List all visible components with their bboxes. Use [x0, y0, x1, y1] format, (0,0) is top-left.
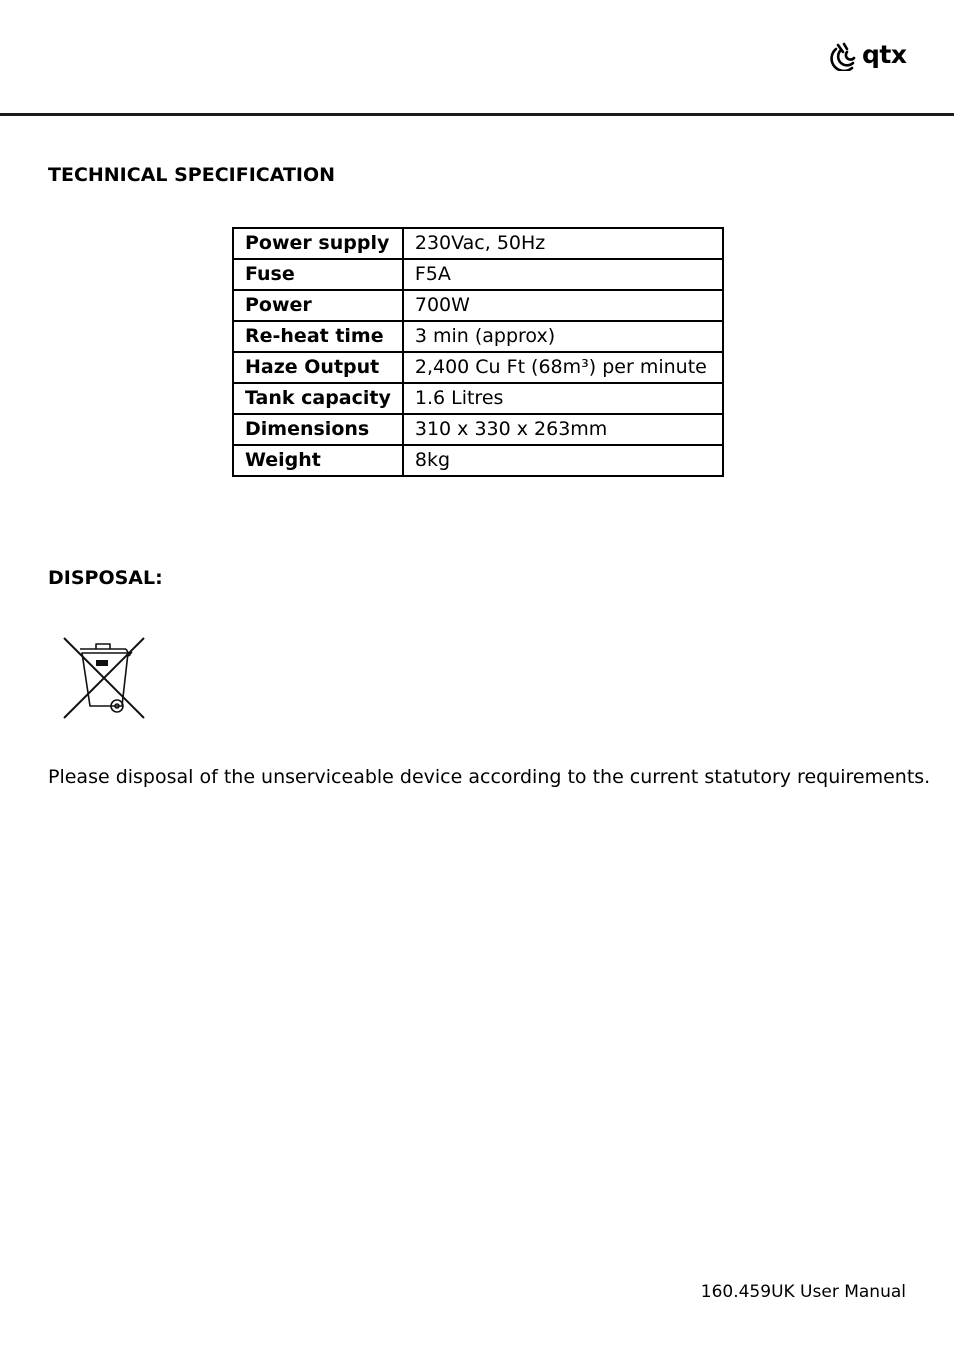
spec-label: Haze Output — [233, 352, 403, 383]
spec-value: 2,400 Cu Ft (68m³) per minute — [403, 352, 723, 383]
spec-label: Weight — [233, 445, 403, 476]
table-row — [233, 383, 723, 414]
spec-table — [232, 227, 724, 477]
table-row — [233, 321, 723, 352]
spec-value: 8kg — [403, 445, 723, 476]
spec-label: Dimensions — [233, 414, 403, 445]
spec-label: Power supply — [233, 228, 403, 259]
spec-value: 700W — [403, 290, 723, 321]
footer-manual-reference: 160.459UK User Manual — [700, 1282, 906, 1302]
table-row — [233, 228, 723, 259]
header-rule — [0, 113, 954, 116]
brand-name: qtx — [862, 39, 907, 69]
spec-label: Re-heat time — [233, 321, 403, 352]
spec-label: Fuse — [233, 259, 403, 290]
brand-logo — [830, 38, 906, 74]
crossed-out-wheelie-bin-icon — [60, 634, 150, 728]
table-row — [233, 290, 723, 321]
qtx-logo-icon — [830, 41, 860, 71]
spec-label: Power — [233, 290, 403, 321]
table-row — [233, 414, 723, 445]
spec-value: 310 x 330 x 263mm — [403, 414, 723, 445]
spec-value: 3 min (approx) — [403, 321, 723, 352]
spec-value: 230Vac, 50Hz — [403, 228, 723, 259]
disposal-instructions: Please disposal of the unserviceable device according to the current statutory requirements. — [48, 766, 931, 788]
disposal-section-title: DISPOSAL: — [48, 567, 163, 589]
table-row — [233, 352, 723, 383]
spec-section-title: TECHNICAL SPECIFICATION — [48, 164, 336, 186]
spec-value: 1.6 Litres — [403, 383, 723, 414]
spec-value: F5A — [403, 259, 723, 290]
table-row — [233, 259, 723, 290]
table-row — [233, 445, 723, 476]
spec-label: Tank capacity — [233, 383, 403, 414]
